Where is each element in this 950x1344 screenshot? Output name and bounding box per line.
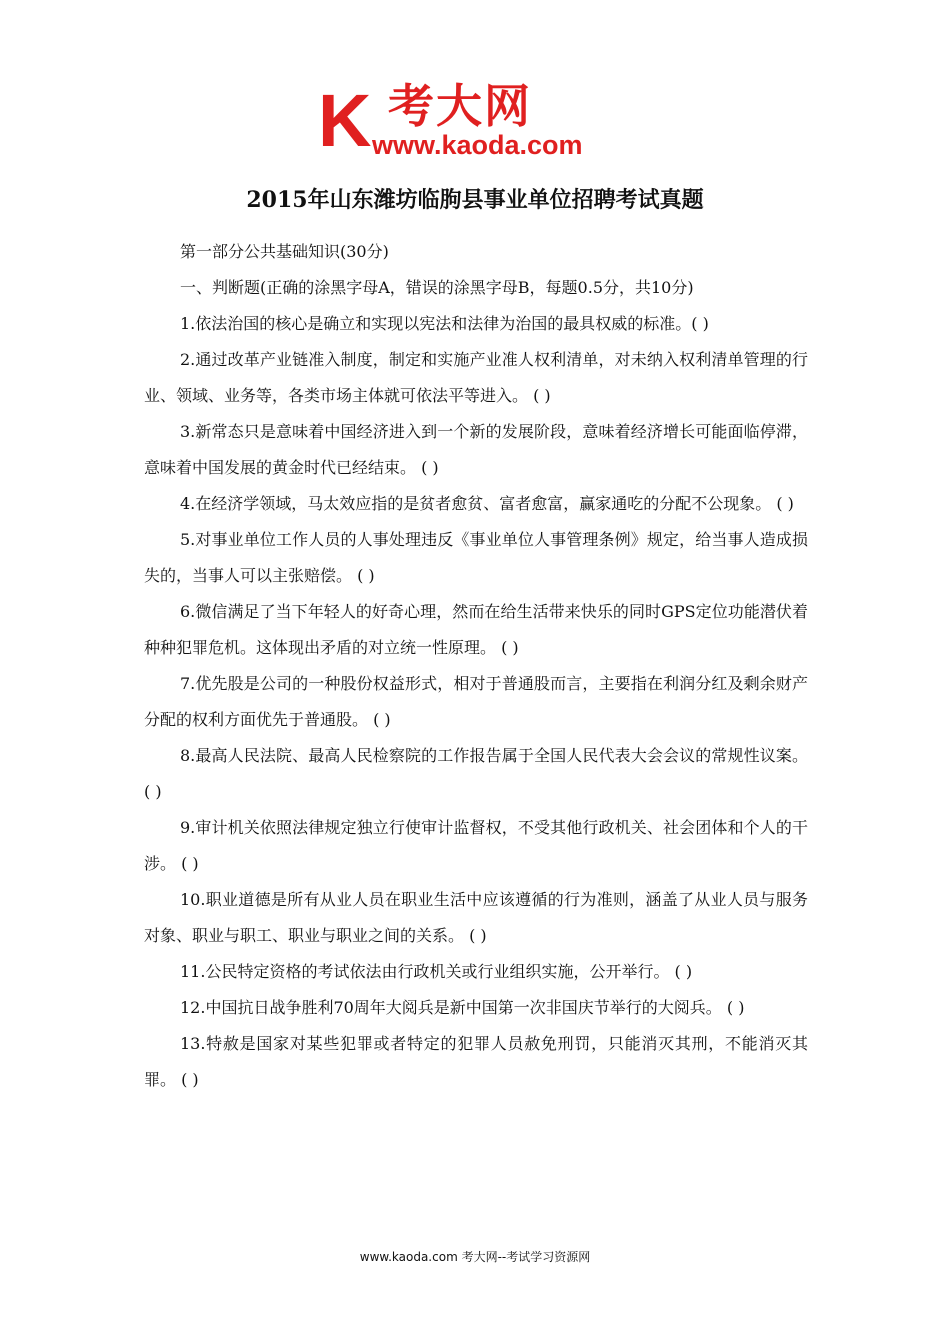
logo-url: www.kaoda.com	[372, 130, 583, 160]
question-item: 7.优先股是公司的一种股份权益形式，相对于普通股而言，主要指在利润分红及剩余财产分配的权利方面优先于普通股。 ( )	[144, 674, 808, 729]
question-item: 8.最高人民法院、最高人民检察院的工作报告属于全国人民代表大会会议的常规性议案。 ( )	[144, 746, 808, 801]
question-item: 3.新常态只是意味着中国经济进入到一个新的发展阶段，意味着经济增长可能面临停滞，意味着中国发展的黄金时代已经结束。 ( )	[144, 422, 808, 477]
section-heading: 第一部分公共基础知识(30分)	[180, 242, 389, 261]
question-item: 2.通过改革产业链准入制度，制定和实施产业准人权利清单，对未纳入权利清单管理的行业、领域、业务等，各类市场主体就可依法平等进入。 ( )	[144, 350, 808, 405]
question-item: 1.依法治国的核心是确立和实现以宪法和法律为治国的最具权威的标准。( )	[180, 314, 709, 333]
question-item: 11.公民特定资格的考试依法由行政机关或行业组织实施，公开举行。 ( )	[180, 962, 693, 981]
site-logo	[318, 80, 638, 162]
subsection-heading: 一、判断题(正确的涂黑字母A，错误的涂黑字母B，每题0.5分，共10分)	[180, 278, 694, 297]
question-item: 13.特赦是国家对某些犯罪或者特定的犯罪人员赦免刑罚，只能消灭其刑，不能消灭其罪。 ( )	[144, 1034, 808, 1089]
question-item: 5.对事业单位工作人员的人事处理违反《事业单位人事管理条例》规定，给当事人造成损失的，当事人可以主张赔偿。 ( )	[144, 530, 808, 585]
document-body	[144, 234, 808, 1098]
question-item: 4.在经济学领域，马太效应指的是贫者愈贫、富者愈富，赢家通吃的分配不公现象。 ( )	[180, 494, 794, 513]
document-title: 2015年山东潍坊临朐县事业单位招聘考试真题	[246, 187, 704, 213]
question-item: 12.中国抗日战争胜利70周年大阅兵是新中国第一次非国庆节举行的大阅兵。 ( )	[180, 998, 745, 1017]
question-item: 9.审计机关依照法律规定独立行使审计监督权，不受其他行政机关、社会团体和个人的干涉。 ( )	[144, 818, 808, 873]
question-item: 6.微信满足了当下年轻人的好奇心理，然而在给生活带来快乐的同时GPS定位功能潜伏着种种犯罪危机。这体现出矛盾的对立统一性原理。 ( )	[144, 602, 808, 657]
logo-k-mark: K	[318, 79, 370, 162]
page-footer: www.kaoda.com 考大网--考试学习资源网	[359, 1250, 591, 1264]
logo-brand-name: 考大网	[388, 79, 532, 133]
question-item: 10.职业道德是所有从业人员在职业生活中应该遵循的行为准则，涵盖了从业人员与服务对象、职业与职工、职业与职业之间的关系。 ( )	[144, 890, 808, 945]
